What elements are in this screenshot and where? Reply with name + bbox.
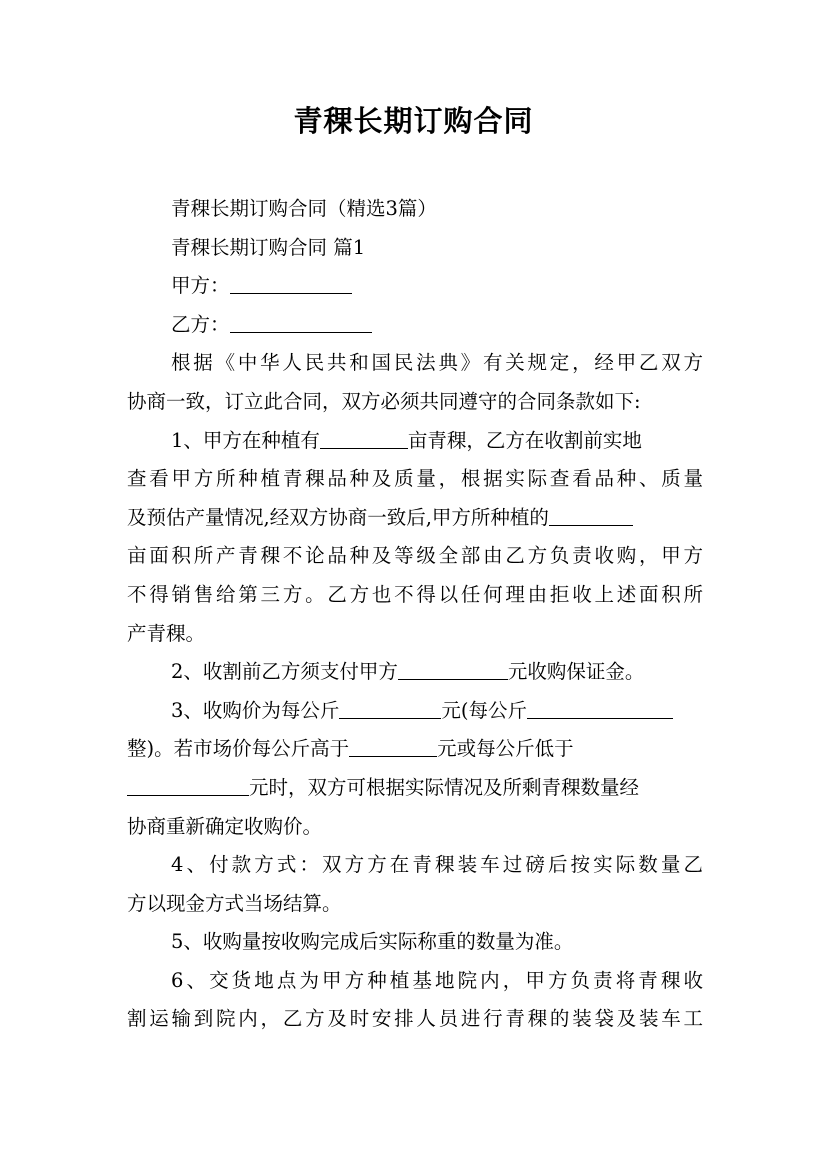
planted-area-blank	[549, 505, 633, 526]
section-heading	[127, 229, 703, 268]
text: 亩青稞，乙方在收割前实地	[407, 428, 642, 452]
paragraph-line	[127, 576, 703, 615]
text: 乙方：	[171, 312, 230, 336]
paragraph-line	[127, 730, 703, 769]
text: 5、收购量按收购完成后实际称重的数量为准。	[171, 930, 574, 954]
text: 根据《中华人民共和国民法典》有关规定，经甲乙双方	[171, 351, 703, 375]
paragraph-line	[127, 769, 703, 808]
text: 青稞长期订购合同 篇1	[171, 235, 366, 259]
text: 查看甲方所种植青稞品种及质量，根据实际查看品种、质量	[127, 467, 703, 491]
paragraph-line	[127, 537, 703, 576]
text: 整)。若市场价每公斤高于	[127, 737, 350, 761]
lower-price-blank	[127, 775, 249, 796]
text: 协商一致，订立此合同，双方必须共同遵守的合同条款如下:	[127, 389, 641, 413]
text: 4、付款方式：双方方在青稞装车过磅后按实际数量乙	[171, 853, 703, 877]
text: 2、收割前乙方须支付甲方	[171, 660, 398, 684]
clause-6-line	[127, 962, 703, 1001]
text: 元或每公斤低于	[437, 737, 574, 761]
deposit-blank	[398, 659, 508, 680]
text: 产青稞。	[127, 621, 206, 645]
party-a-line	[127, 267, 703, 306]
party-b-line	[127, 306, 703, 345]
paragraph-line	[127, 499, 703, 538]
text: 协商重新确定收购价。	[127, 814, 323, 838]
text: 元时，双方可根据实际情况及所剩青稞数量经	[249, 775, 640, 799]
text: 甲方：	[171, 274, 230, 298]
text: 1、甲方在种植有	[171, 428, 320, 452]
text: 青稞长期订购合同（精选3篇）	[171, 197, 437, 220]
document-title: 青稞长期订购合同	[293, 104, 534, 138]
text: 不得销售给第三方。乙方也不得以任何理由拒收上述面积所	[127, 582, 703, 606]
party-b-blank	[230, 312, 372, 333]
party-a-blank	[230, 273, 352, 294]
price-blank	[339, 698, 441, 719]
text: 割运输到院内，乙方及时安排人员进行青稞的装袋及装车工	[127, 1007, 703, 1031]
clause-3-line	[127, 692, 703, 731]
paragraph-line	[127, 383, 703, 422]
text: 及预估产量情况,经双方协商一致后,甲方所种植的	[127, 505, 549, 529]
subtitle-line	[127, 190, 703, 229]
clause-5-line	[127, 923, 703, 962]
paragraph-line	[127, 808, 703, 847]
price-words-blank	[527, 698, 673, 719]
text: 元收购保证金。	[507, 660, 645, 684]
paragraph-line	[127, 615, 703, 654]
text: 方以现金方式当场结算。	[127, 891, 342, 915]
clause-4-line	[127, 846, 703, 885]
paragraph-line	[127, 1000, 703, 1039]
paragraph-line	[127, 460, 703, 499]
upper-price-blank	[349, 736, 437, 757]
document-body	[127, 190, 703, 1039]
text: 6、交货地点为甲方种植基地院内，甲方负责将青稞收	[171, 968, 703, 992]
acreage-blank	[320, 428, 408, 449]
clause-1-line	[127, 422, 703, 461]
text: 元(每公斤	[441, 698, 528, 722]
paragraph-line	[127, 885, 703, 924]
text: 亩面积所产青稞不论品种及等级全部由乙方负责收购，甲方	[127, 544, 703, 568]
clause-2-line	[127, 653, 703, 692]
text: 3、收购价为每公斤	[171, 698, 340, 722]
paragraph-line	[127, 344, 703, 383]
